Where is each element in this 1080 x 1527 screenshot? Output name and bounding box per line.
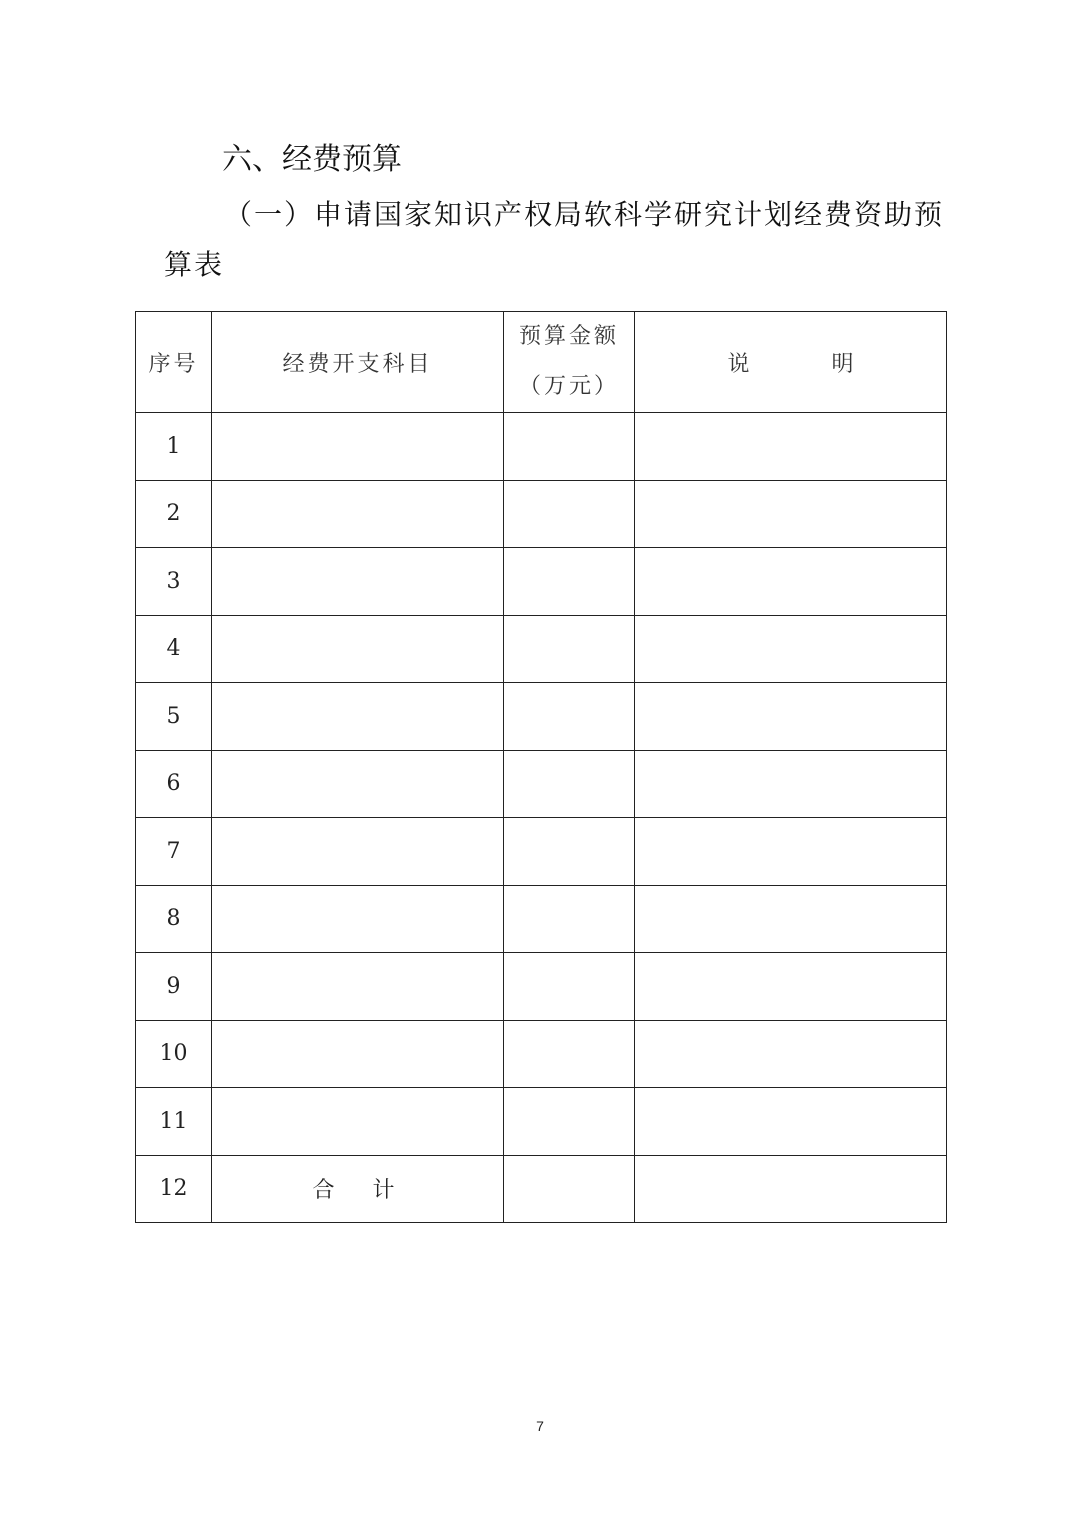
table-row	[136, 953, 947, 1021]
header-amount	[504, 312, 635, 413]
table-row	[136, 683, 947, 751]
header-amount-unit: （万元）	[518, 374, 619, 399]
table-row	[136, 1088, 947, 1156]
row-number-cell: 7	[136, 818, 212, 886]
table-row	[136, 818, 947, 886]
item-cell[interactable]	[212, 885, 504, 953]
amount-cell[interactable]	[504, 683, 635, 751]
header-note-label: 说 明	[727, 351, 884, 377]
item-cell[interactable]	[212, 615, 504, 683]
amount-cell[interactable]	[504, 480, 635, 548]
table-row	[136, 1020, 947, 1088]
item-cell[interactable]	[212, 548, 504, 616]
table-row	[136, 885, 947, 953]
section-heading: 六、经费预算	[222, 142, 402, 177]
item-cell[interactable]	[212, 480, 504, 548]
note-cell[interactable]	[635, 818, 947, 886]
row-number-cell: 5	[136, 683, 212, 751]
amount-cell[interactable]	[504, 1088, 635, 1156]
note-cell[interactable]	[635, 750, 947, 818]
note-cell[interactable]	[635, 683, 947, 751]
row-number-cell: 9	[136, 953, 212, 1021]
row-number-cell: 8	[136, 885, 212, 953]
note-cell[interactable]	[635, 480, 947, 548]
note-cell[interactable]	[635, 413, 947, 481]
table-body	[136, 413, 947, 1223]
item-cell[interactable]	[212, 750, 504, 818]
amount-cell[interactable]	[504, 548, 635, 616]
budget-table	[135, 311, 947, 1223]
table-row	[136, 413, 947, 481]
amount-cell[interactable]	[504, 885, 635, 953]
header-seq: 序号	[136, 312, 212, 413]
table-row	[136, 1155, 947, 1223]
amount-cell[interactable]	[504, 953, 635, 1021]
row-number-cell: 3	[136, 548, 212, 616]
row-number-cell: 6	[136, 750, 212, 818]
row-number-cell: 11	[136, 1088, 212, 1156]
note-cell[interactable]	[635, 1088, 947, 1156]
header-note	[635, 312, 947, 413]
row-number-cell: 1	[136, 413, 212, 481]
item-cell[interactable]	[212, 1088, 504, 1156]
item-cell[interactable]: 合 计	[212, 1155, 504, 1223]
item-cell[interactable]	[212, 413, 504, 481]
page-number: 7	[536, 1418, 544, 1434]
table-row	[136, 615, 947, 683]
note-cell[interactable]	[635, 615, 947, 683]
item-cell[interactable]	[212, 1020, 504, 1088]
table-row	[136, 548, 947, 616]
header-amount-label: 预算金额	[518, 324, 619, 349]
amount-cell[interactable]	[504, 1155, 635, 1223]
note-cell[interactable]	[635, 548, 947, 616]
table-header-row	[136, 312, 947, 413]
table-row	[136, 750, 947, 818]
note-cell[interactable]	[635, 885, 947, 953]
amount-cell[interactable]	[504, 1020, 635, 1088]
row-number-cell: 12	[136, 1155, 212, 1223]
note-cell[interactable]	[635, 1155, 947, 1223]
item-cell[interactable]	[212, 953, 504, 1021]
amount-cell[interactable]	[504, 818, 635, 886]
item-cell[interactable]	[212, 683, 504, 751]
item-cell[interactable]	[212, 818, 504, 886]
table-row	[136, 480, 947, 548]
amount-cell[interactable]	[504, 413, 635, 481]
amount-cell[interactable]	[504, 750, 635, 818]
row-number-cell: 10	[136, 1020, 212, 1088]
sub-heading: （一）申请国家知识产权局软科学研究计划经费资助预算表	[164, 198, 945, 281]
row-number-cell: 4	[136, 615, 212, 683]
amount-cell[interactable]	[504, 615, 635, 683]
header-item: 经费开支科目	[212, 312, 504, 413]
note-cell[interactable]	[635, 953, 947, 1021]
row-number-cell: 2	[136, 480, 212, 548]
note-cell[interactable]	[635, 1020, 947, 1088]
